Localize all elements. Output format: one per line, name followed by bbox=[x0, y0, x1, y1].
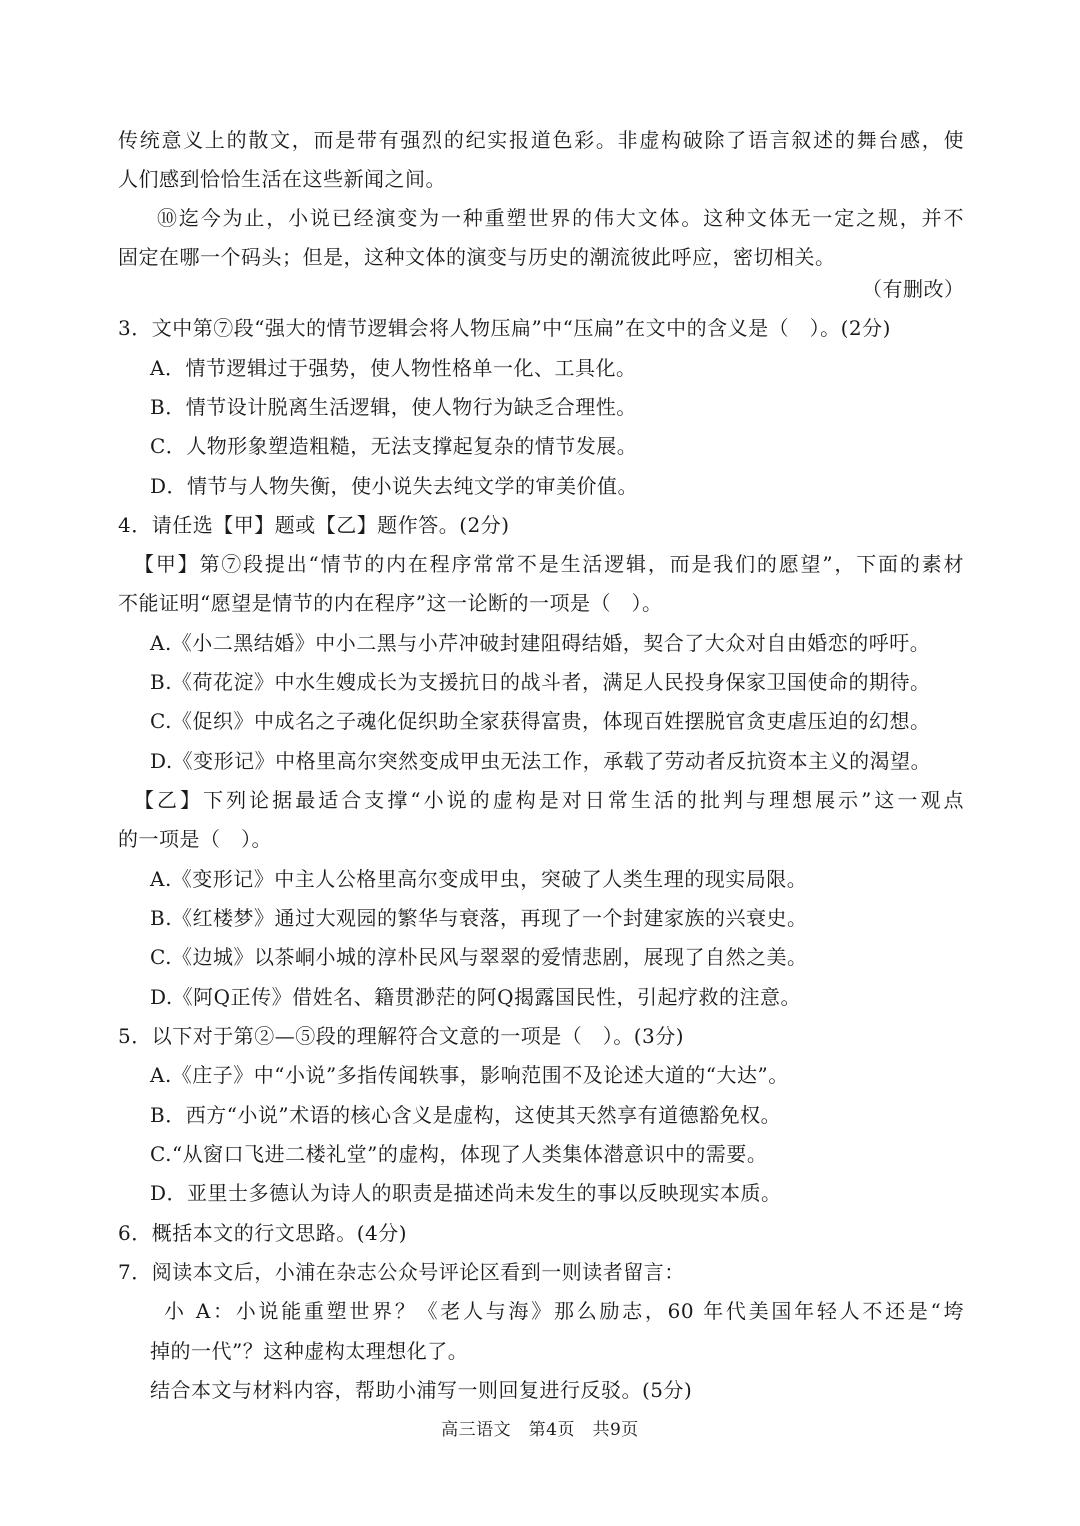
question-4-yi-option-b: B.《红楼梦》通过大观园的繁华与衰落，再现了一个封建家族的兴衰史。 bbox=[150, 906, 808, 930]
question-5-option-b: B．西方“小说”术语的核心含义是虚构，这使其天然享有道德豁免权。 bbox=[150, 1103, 782, 1127]
passage-para9-line1: 传统意义上的散文，而是带有强烈的纪实报道色彩。非虚构破除了语言叙述的舞台感，使 bbox=[118, 128, 964, 152]
passage-para9-line2: 人们感到恰恰生活在这些新闻之间。 bbox=[118, 167, 446, 191]
question-4-jia-prompt-line1: 【甲】第⑦段提出“情节的内在程序常常不是生活逻辑，而是我们的愿望”，下面的素材 bbox=[134, 552, 964, 576]
passage-para10-line2: 固定在哪一个码头；但是，这种文体的演变与历史的潮流彼此呼应，密切相关。 bbox=[118, 245, 836, 269]
question-4-yi-option-c: C.《边城》以茶峒小城的淳朴民风与翠翠的爱情悲剧，展现了自然之美。 bbox=[150, 945, 808, 969]
question-4-jia-option-c: C.《促织》中成名之子魂化促织助全家获得富贵，体现百姓摆脱官贪吏虐压迫的幻想。 bbox=[150, 709, 931, 733]
question-4-jia-option-d: D.《变形记》中格里高尔突然变成甲虫无法工作，承载了劳动者反抗资本主义的渴望。 bbox=[150, 749, 932, 773]
question-4-yi-prompt-line1: 【乙】下列论据最适合支撑“小说的虚构是对日常生活的批判与理想展示”这一观点 bbox=[134, 788, 964, 812]
question-3-stem: 3．文中第⑦段“强大的情节逻辑会将人物压扁”中“压扁”在文中的含义是（ ）。(2分) bbox=[118, 316, 891, 340]
question-7-stem: 7．阅读本文后，小浦在杂志公众号评论区看到一则读者留言： bbox=[118, 1260, 685, 1284]
question-4-jia-option-b: B.《荷花淀》中水生嫂成长为支援抗日的战斗者，满足人民投身保家卫国使命的期待。 bbox=[150, 670, 931, 694]
question-5-option-a: A.《庄子》中“小说”多指传闻轶事，影响范围不及论述大道的“大达”。 bbox=[150, 1063, 789, 1087]
question-4-jia-prompt-line2: 不能证明“愿望是情节的内在程序”这一论断的一项是（ ）。 bbox=[118, 591, 663, 615]
passage-para10-line1: ⑩迄今为止，小说已经演变为一种重塑世界的伟大文体。这种文体无一定之规，并不 bbox=[157, 206, 964, 230]
question-5-option-c: C.“从窗口飞进二楼礼堂”的虚构，体现了人类集体潜意识中的需要。 bbox=[150, 1142, 768, 1166]
question-7-comment-line1: 小 A：小说能重塑世界？《老人与海》那么励志，60 年代美国年轻人不还是“垮 bbox=[164, 1299, 964, 1323]
question-5-option-d: D．亚里士多德认为诗人的职责是描述尚未发生的事以反映现实本质。 bbox=[150, 1181, 782, 1205]
question-5-stem: 5．以下对于第②—⑤段的理解符合文意的一项是（ ）。(3分) bbox=[118, 1024, 685, 1048]
question-3-option-b: B．情节设计脱离生活逻辑，使人物行为缺乏合理性。 bbox=[150, 395, 637, 419]
question-3-option-a: A．情节逻辑过于强势，使人物性格单一化、工具化。 bbox=[150, 356, 637, 380]
question-4-yi-prompt-line2: 的一项是（ ）。 bbox=[118, 827, 272, 851]
question-4-jia-option-a: A.《小二黑结婚》中小二黑与小芹冲破封建阻碍结婚，契合了大众对自由婚恋的呼吁。 bbox=[150, 631, 931, 655]
question-6-stem: 6．概括本文的行文思路。(4分) bbox=[118, 1221, 408, 1245]
question-4-yi-option-a: A.《变形记》中主人公格里高尔变成甲虫，突破了人类生理的现实局限。 bbox=[150, 867, 808, 891]
page-footer: 高三语文 第4页 共9页 bbox=[441, 1420, 639, 1440]
question-7-comment-line2: 掉的一代”？这种虚构太理想化了。 bbox=[150, 1339, 469, 1363]
source-note: （有删改） bbox=[862, 277, 965, 301]
question-4-yi-option-d: D.《阿Q正传》借姓名、籍贯渺茫的阿Q揭露国民性，引起疗救的注意。 bbox=[150, 985, 801, 1009]
question-7-task: 结合本文与材料内容，帮助小浦写一则回复进行反驳。(5分) bbox=[150, 1378, 693, 1402]
question-3-option-c: C．人物形象塑造粗糙，无法支撑起复杂的情节发展。 bbox=[150, 434, 638, 458]
question-3-option-d: D．情节与人物失衡，使小说失去纯文学的审美价值。 bbox=[150, 474, 639, 498]
question-4-stem: 4．请任选【甲】题或【乙】题作答。(2分) bbox=[118, 513, 510, 537]
